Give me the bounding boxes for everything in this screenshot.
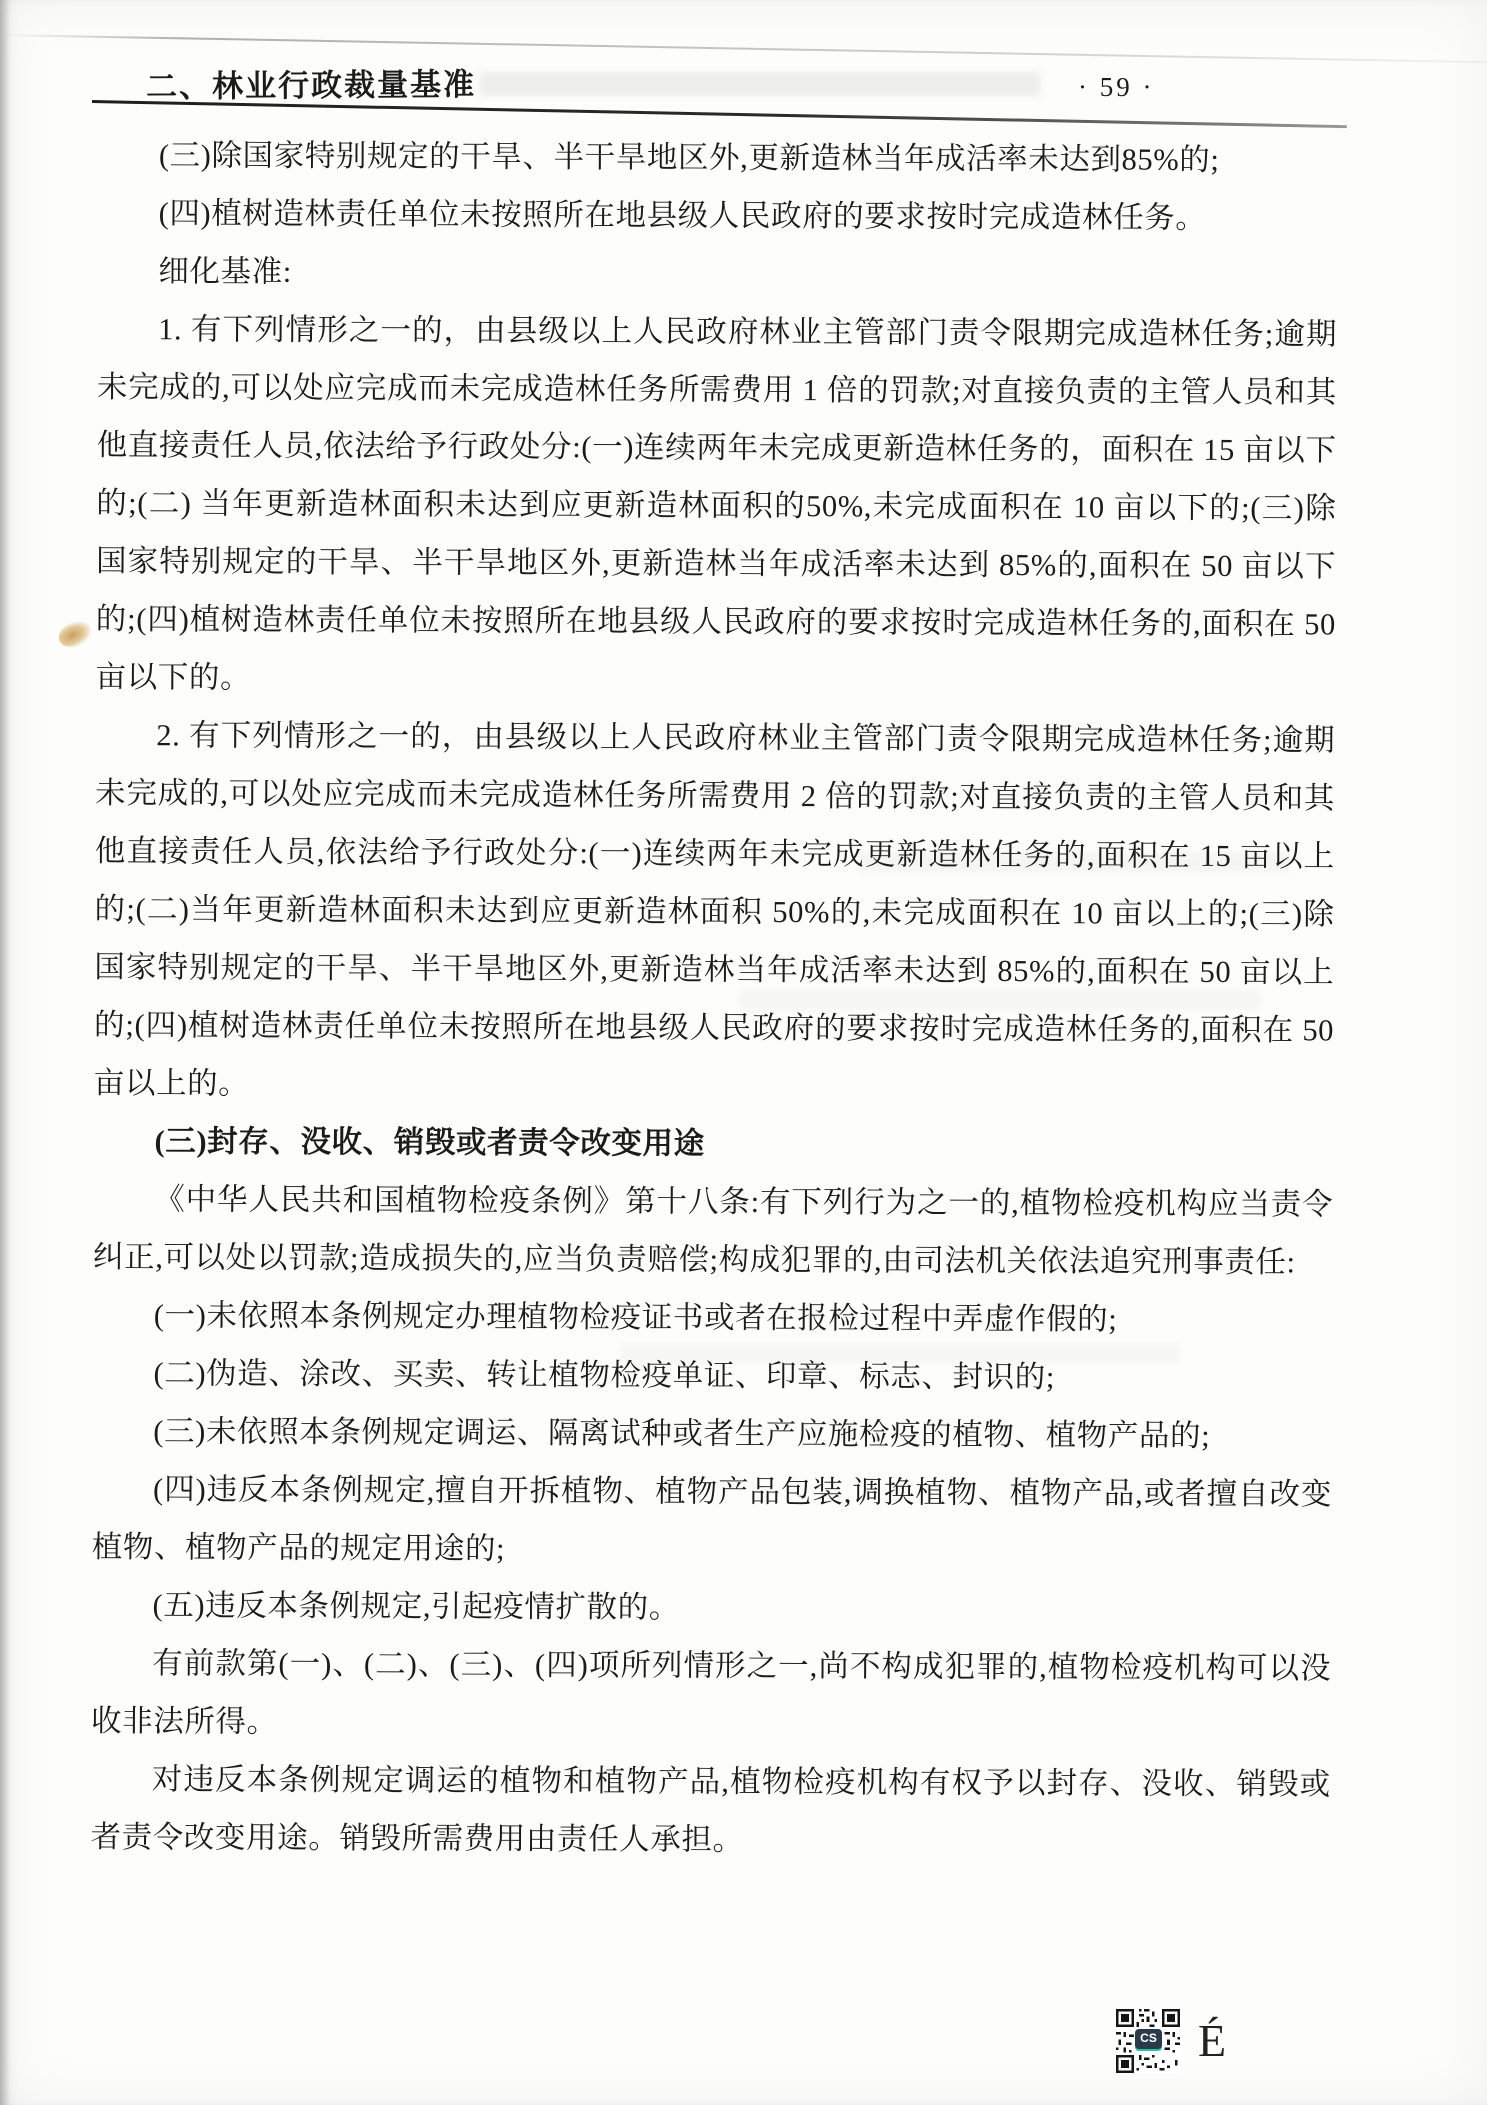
scan-edge-line	[0, 34, 1487, 63]
article-item-3: (三)未依照本条例规定调运、隔离试种或者生产应施检疫的植物、植物产品的;	[153, 1414, 1211, 1453]
refined-standard-label: 细化基准:	[158, 254, 292, 289]
standard-paragraph-2: 2. 有下列情形之一的，由县级以上人民政府林业主管部门责令限期完成造林任务;逾期未完成的,可以处应完成而未完成造林任务所需费用 2 倍的罚款;对直接负责的主管人员和其他直接责任人员,依法给予行政处分:(一)连续两年未完成更新造林任务的,面积在 15 亩以上的;(二)当年更新造林面积未达到应更新造林面积 50%的,未完成面积在 10 亩以上的;(三)除国家特别规定的干旱、半干旱地区外,更新造林当年成活率未达到 85%的,面积在 50 亩以上的;(四)植树造林责任单位未按照所在地县级人民政府的要求按时完成造林任务的,面积在 50 亩以上的。	[93, 718, 1336, 1101]
article-item-4: (四)违反本条例规定,擅自开拆植物、植物产品包装,调换植物、植物产品,或者擅自改变植物、植物产品的规定用途的;	[91, 1472, 1333, 1566]
confiscation-paragraph: 有前款第(一)、(二)、(三)、(四)项所列情形之一,尚不构成犯罪的,植物检疫机构可以没收非法所得。	[90, 1646, 1332, 1739]
clause-item-3: (三)除国家特别规定的干旱、半干旱地区外,更新造林当年成活率未达到85%的;	[158, 138, 1220, 177]
scan-edge-shadow	[0, 0, 10, 2105]
header-rule	[92, 100, 1347, 128]
camscanner-qr-code	[1116, 2008, 1180, 2074]
scan-smudge	[55, 616, 96, 652]
bleed-through-artifact	[480, 72, 1040, 96]
camscanner-logo: CS	[1135, 2029, 1162, 2049]
article-item-2: (二)伪造、涂改、买卖、转让植物检疫单证、印章、标志、封识的;	[153, 1356, 1056, 1395]
section-heading-3: (三)封存、没收、销毁或者责令改变用途	[154, 1124, 705, 1161]
closing-paragraph: 对违反本条例规定调运的植物和植物产品,植物检疫机构有权予以封存、没收、销毁或者责令改变用途。销毁所需费用由责任人承担。	[90, 1762, 1331, 1857]
page-title: 二、林业行政裁量基准	[145, 66, 477, 105]
margin-glyph: É	[1198, 2015, 1227, 2066]
standard-paragraph-1: 1. 有下列情形之一的，由县级以上人民政府林业主管部门责令限期完成造林任务;逾期未完成的,可以处应完成而未完成造林任务所需费用 1 倍的罚款;对直接负责的主管人员和其他直接责任人员,依法给予行政处分:(一)连续两年未完成更新造林任务的，面积在 15 亩以下的;(二) 当年更新造林面积未达到应更新造林面积的50%,未完成面积在 10 亩以下的;(三)除国家特别规定的干旱、半干旱地区外,更新造林当年成活率未达到 85%的,面积在 50 亩以下的;(四)植树造林责任单位未按照所在地县级人民政府的要求按时完成造林任务的,面积在 50 亩以下的。	[95, 312, 1338, 695]
article-item-5: (五)违反本条例规定,引起疫情扩散的。	[152, 1588, 680, 1625]
clause-item-4: (四)植树造林责任单位未按照所在地县级人民政府的要求按时完成造林任务。	[158, 196, 1207, 235]
article-item-1: (一)未依照本条例规定办理植物检疫证书或者在报检过程中弄虚作假的;	[153, 1298, 1118, 1337]
regulation-article-18: 《中华人民共和国植物检疫条例》第十八条:有下列行为之一的,植物检疫机构应当责令纠正,可以处以罚款;造成损失的,应当负责赔偿;构成犯罪的,由司法机关依法追究刑事责任:	[92, 1182, 1334, 1280]
document-body	[90, 126, 1338, 1871]
page-number: · 59 ·	[1078, 72, 1155, 102]
